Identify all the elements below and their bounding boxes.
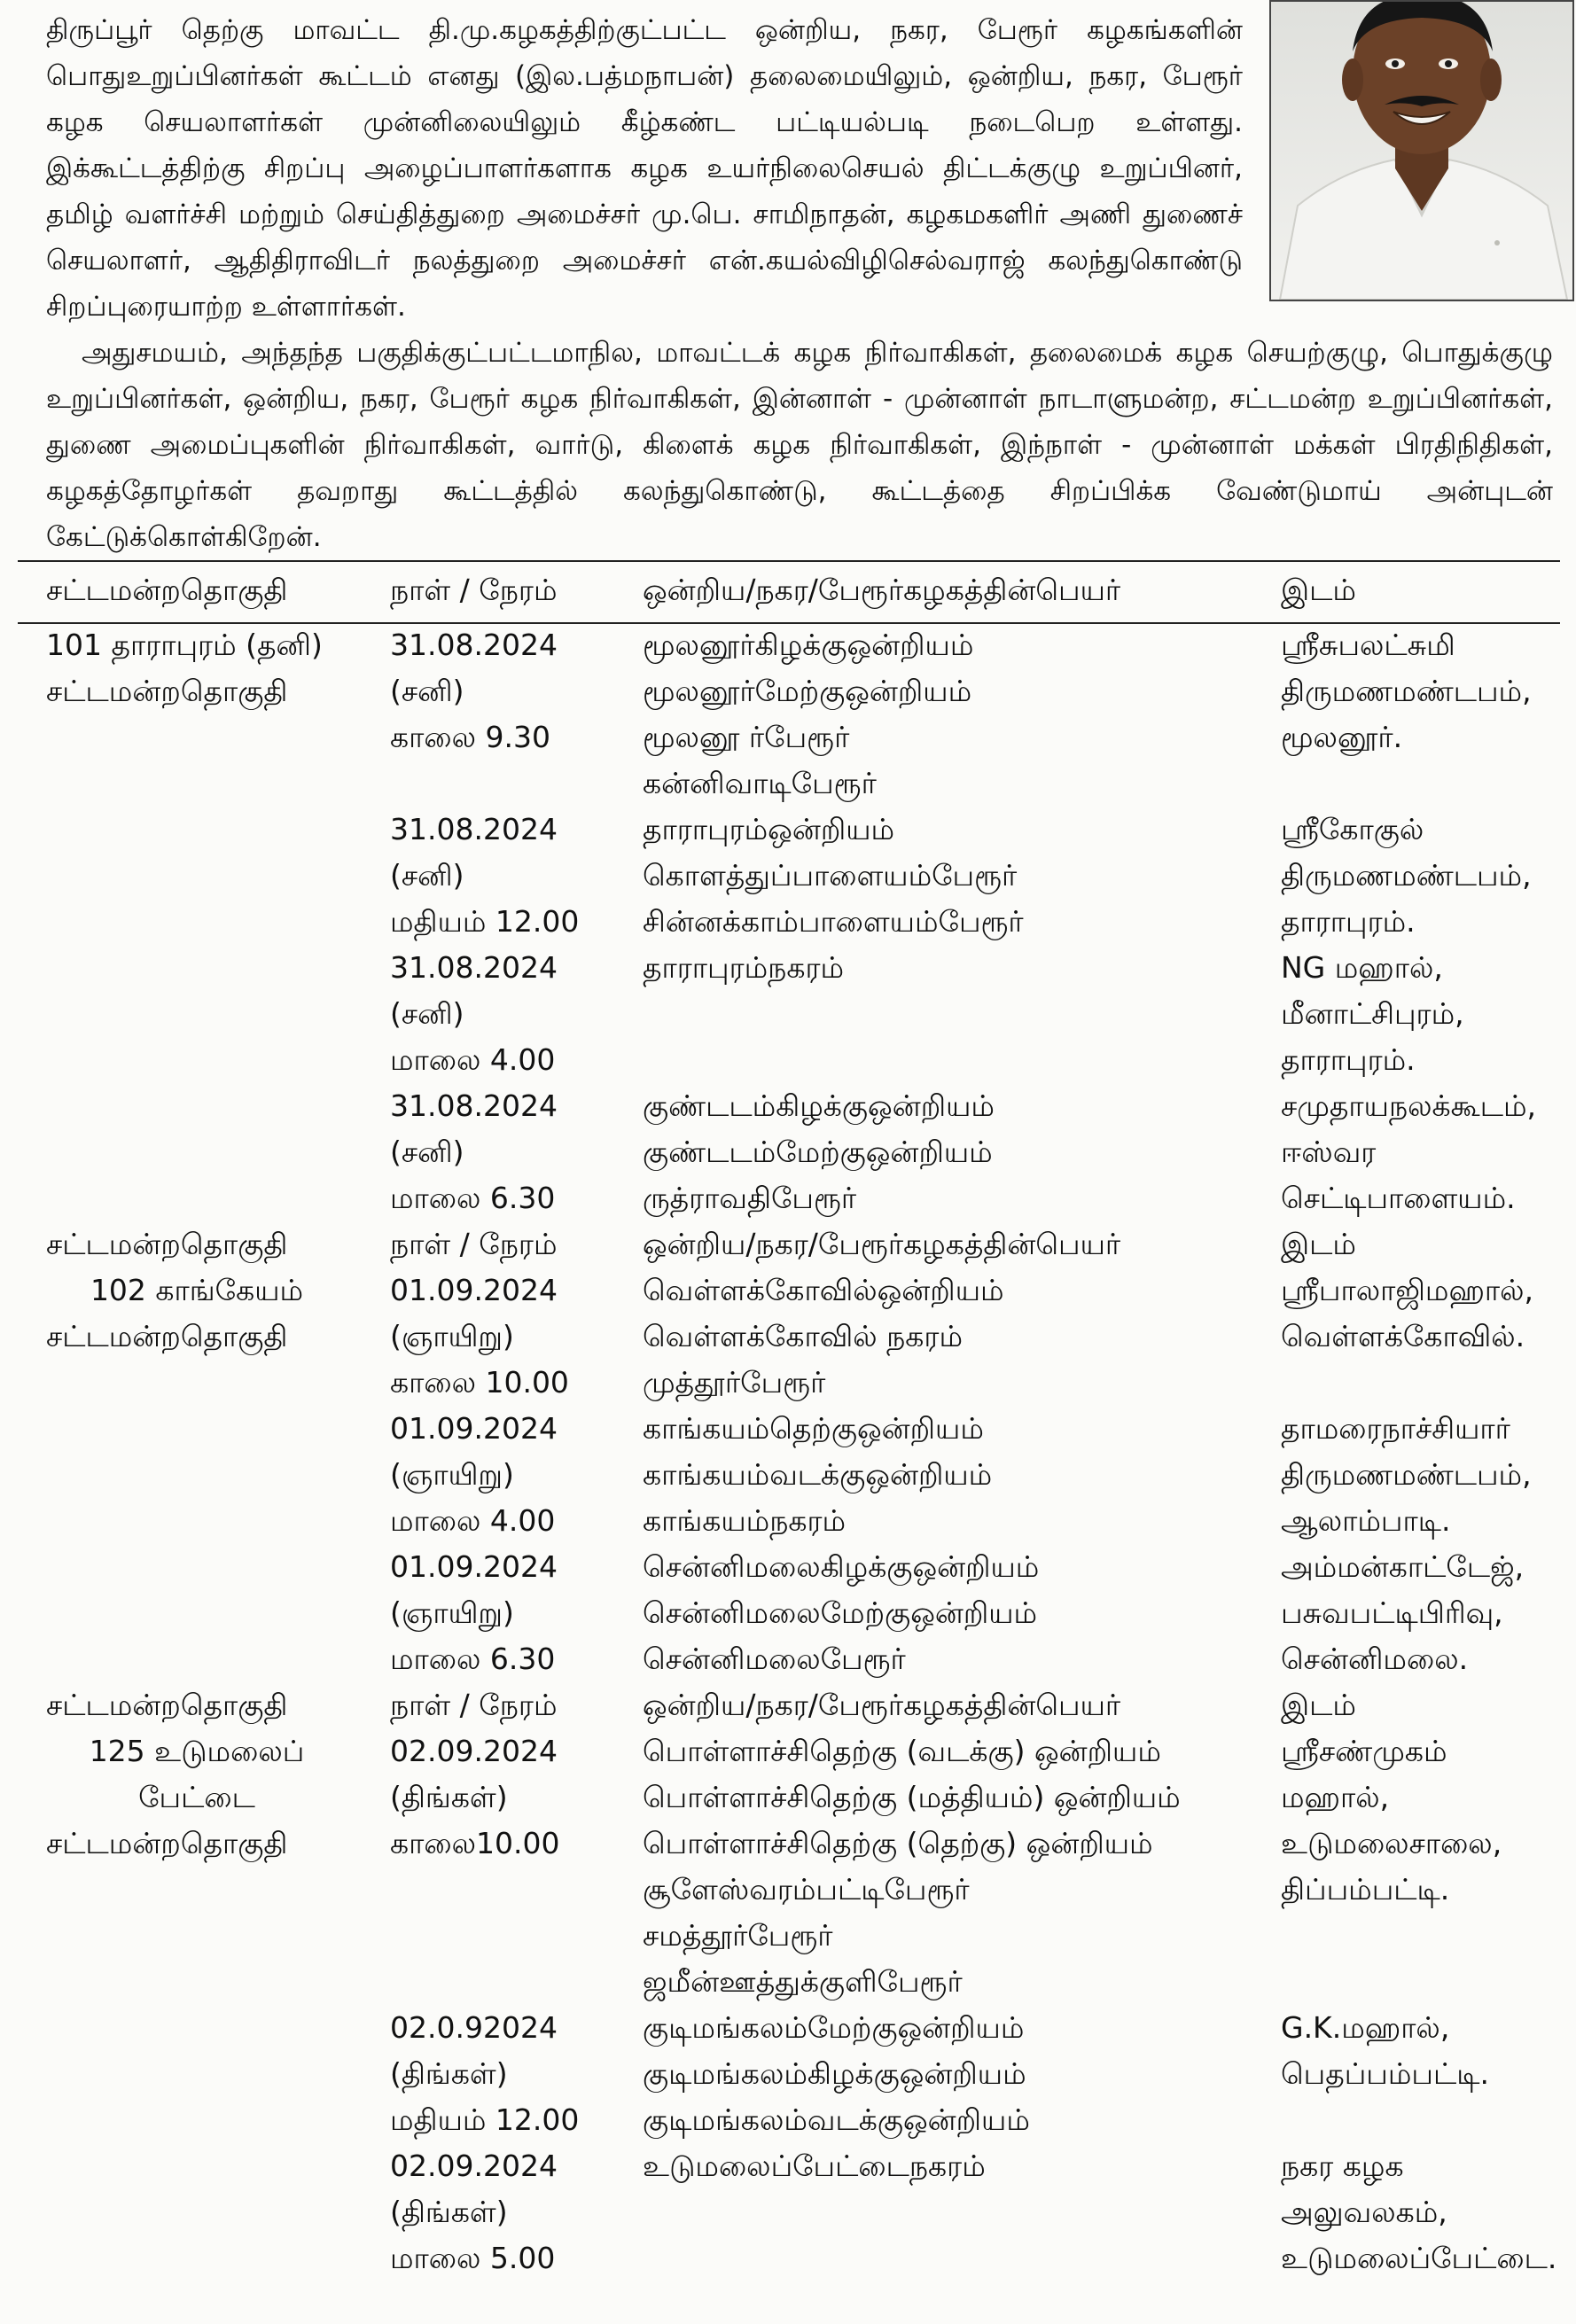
row-6-day: (ஞாயிறு) bbox=[390, 1457, 514, 1492]
invitation-paragraph bbox=[46, 330, 1553, 560]
constituency-125-name: 125 உடுமலைப் bbox=[89, 1734, 305, 1768]
row-3-date: 31.08.2024 bbox=[390, 950, 558, 985]
row-4-venue: சமுதாயநலக்கூடம், bbox=[1281, 1088, 1537, 1123]
row-1-venue: திருமணமண்டபம், bbox=[1281, 674, 1532, 708]
row-10-unit: உடுமலைப்பேட்டைநகரம் bbox=[643, 2149, 986, 2183]
row-2-venue: தாராபுரம். bbox=[1281, 904, 1416, 939]
row-9-time: மதியம் 12.00 bbox=[390, 2102, 580, 2137]
row-1-time: காலை 9.30 bbox=[390, 720, 550, 754]
table-top-rule bbox=[18, 560, 1560, 562]
row-4-day: (சனி) bbox=[390, 1135, 464, 1169]
row-4-unit: ருத்ராவதிபேரூர் bbox=[643, 1181, 857, 1215]
row-5-venue: ஸ்ரீபாலாஜிமஹால், bbox=[1281, 1273, 1534, 1307]
row-10-day: (திங்கள்) bbox=[390, 2195, 508, 2229]
row-5-unit: முத்தூர்பேரூர் bbox=[643, 1365, 826, 1400]
leader-portrait bbox=[1269, 0, 1574, 301]
row-9-unit: குடிமங்கலம்வடக்குஒன்றியம் bbox=[643, 2102, 1030, 2137]
row-8-unit: பொள்ளாச்சிதெற்கு (தெற்கு) ஒன்றியம் bbox=[643, 1826, 1153, 1860]
portrait-illustration bbox=[1271, 2, 1572, 300]
row-10-venue: அலுவலகம், bbox=[1281, 2195, 1447, 2229]
row-7-time: மாலை 6.30 bbox=[390, 1642, 556, 1676]
row-9-unit: குடிமங்கலம்மேற்குஒன்றியம் bbox=[643, 2010, 1025, 2045]
row-8-unit: ஜமீன்ஊத்துக்குளிபேரூர் bbox=[643, 1964, 963, 1999]
row-2-unit: கொளத்துப்பாளையம்பேரூர் bbox=[643, 858, 1018, 893]
row-5-unit: வெள்ளக்கோவில்ஒன்றியம் bbox=[643, 1273, 1004, 1307]
invitation-text: அதுசமயம், அந்தந்த பகுதிக்குட்பட்டமாநில, மாவட்டக் கழக நிர்வாகிகள், தலைமைக் கழக செயற்குழு, பொதுக்குழு உறுப்பினர்கள், ஒன்றிய, நகர, பேரூர் கழக நிர்வாகிகள், இன்னாள் - முன்னாள் நாடாளுமன்ற, சட்டமன்ற உறுப்பினர்கள், துணை அமைப்புகளின் நிர்வாகிகள், வார்டு, கிளைக் கழக நிர்வாகிகள், இந்நாள் - முன்னாள் மக்கள் பிரதிநிதிகள், கழகத்தோழர்கள் தவறாது கூட்டத்தில் கலந்துகொண்டு, கூட்டத்தை சிறப்பிக்க வேண்டுமாய் அன்புடன் கேட்டுக்கொள்கிறேன். bbox=[46, 337, 1553, 553]
row-1-venue: ஸ்ரீசுபலட்சுமி bbox=[1281, 628, 1455, 662]
row-1-venue: மூலனூர். bbox=[1281, 720, 1403, 754]
subheader-venue: இடம் bbox=[1281, 1227, 1356, 1261]
row-7-unit: சென்னிமலைகிழக்குஒன்றியம் bbox=[643, 1549, 1040, 1584]
constituency-102-label: சட்டமன்றதொகுதி bbox=[46, 1319, 288, 1353]
row-8-venue: திப்பம்பட்டி. bbox=[1281, 1872, 1450, 1907]
row-9-date: 02.0.92024 bbox=[390, 2010, 558, 2045]
header-constituency: சட்டமன்றதொகுதி bbox=[46, 573, 288, 607]
row-10-time: மாலை 5.00 bbox=[390, 2241, 556, 2275]
constituency-102-heading: சட்டமன்றதொகுதி bbox=[46, 1227, 288, 1261]
row-1-unit: மூலனூர்மேற்குஒன்றியம் bbox=[643, 674, 972, 708]
row-2-date: 31.08.2024 bbox=[390, 812, 558, 846]
row-6-time: மாலை 4.00 bbox=[390, 1503, 556, 1538]
constituency-125-heading: சட்டமன்றதொகுதி bbox=[46, 1688, 288, 1722]
row-6-venue: திருமணமண்டபம், bbox=[1281, 1457, 1532, 1492]
row-3-unit: தாராபுரம்நகரம் bbox=[643, 950, 845, 985]
row-8-day: (திங்கள்) bbox=[390, 1780, 508, 1814]
row-7-date: 01.09.2024 bbox=[390, 1549, 558, 1584]
row-4-venue: செட்டிபாளையம். bbox=[1281, 1181, 1516, 1215]
row-10-venue: உடுமலைப்பேட்டை. bbox=[1281, 2241, 1557, 2275]
row-4-date: 31.08.2024 bbox=[390, 1088, 558, 1123]
row-3-venue: NG மஹால், bbox=[1281, 950, 1443, 985]
row-10-venue: நகர கழக bbox=[1281, 2149, 1404, 2183]
constituency-125-name-cont: பேட்டை bbox=[138, 1780, 255, 1814]
row-3-venue: தாராபுரம். bbox=[1281, 1042, 1416, 1077]
row-2-unit: தாராபுரம்ஒன்றியம் bbox=[643, 812, 895, 846]
row-9-unit: குடிமங்கலம்கிழக்குஒன்றியம் bbox=[643, 2056, 1026, 2091]
row-8-venue: மஹால், bbox=[1281, 1780, 1390, 1814]
row-4-venue: ஈஸ்வர bbox=[1281, 1135, 1377, 1169]
row-1-unit: கன்னிவாடிபேரூர் bbox=[643, 766, 877, 800]
row-8-date: 02.09.2024 bbox=[390, 1734, 558, 1768]
row-5-venue: வெள்ளக்கோவில். bbox=[1281, 1319, 1525, 1353]
row-1-day: (சனி) bbox=[390, 674, 464, 708]
row-7-unit: சென்னிமலைமேற்குஒன்றியம் bbox=[643, 1595, 1038, 1630]
row-3-venue: மீனாட்சிபுரம், bbox=[1281, 996, 1464, 1031]
row-8-unit: பொள்ளாச்சிதெற்கு (வடக்கு) ஒன்றியம் bbox=[643, 1734, 1161, 1768]
subheader-union-name: ஒன்றிய/நகர/பேரூர்கழகத்தின்பெயர் bbox=[643, 1227, 1121, 1261]
row-8-unit: சூளேஸ்வரம்பட்டிபேரூர் bbox=[643, 1872, 970, 1907]
row-8-unit: சமத்தூர்பேரூர் bbox=[643, 1918, 833, 1953]
row-8-unit: பொள்ளாச்சிதெற்கு (மத்தியம்) ஒன்றியம் bbox=[643, 1780, 1181, 1814]
row-1-date: 31.08.2024 bbox=[390, 628, 558, 662]
row-2-time: மதியம் 12.00 bbox=[390, 904, 580, 939]
row-3-time: மாலை 4.00 bbox=[390, 1042, 556, 1077]
subheader-date-time: நாள் / நேரம் bbox=[390, 1227, 558, 1261]
row-7-venue: அம்மன்காட்டேஜ், bbox=[1281, 1549, 1525, 1584]
subheader-venue: இடம் bbox=[1281, 1688, 1356, 1722]
row-5-unit: வெள்ளக்கோவில் நகரம் bbox=[643, 1319, 964, 1353]
subheader-union-name: ஒன்றிய/நகர/பேரூர்கழகத்தின்பெயர் bbox=[643, 1688, 1121, 1722]
constituency-101-name: 101 தாராபுரம் (தனி) bbox=[46, 628, 323, 662]
constituency-101-label: சட்டமன்றதொகுதி bbox=[46, 674, 288, 708]
row-2-unit: சின்னக்காம்பாளையம்பேரூர் bbox=[643, 904, 1024, 939]
row-6-unit: காங்கயம்வடக்குஒன்றியம் bbox=[643, 1457, 993, 1492]
row-8-venue: உடுமலைசாலை, bbox=[1281, 1826, 1502, 1860]
row-6-venue: தாமரைநாச்சியார் bbox=[1281, 1411, 1510, 1446]
row-5-time: காலை 10.00 bbox=[390, 1365, 569, 1400]
constituency-102-name: 102 காங்கேயம் bbox=[90, 1273, 304, 1307]
row-10-date: 02.09.2024 bbox=[390, 2149, 558, 2183]
row-9-venue: G.K.மஹால், bbox=[1281, 2010, 1450, 2045]
row-5-date: 01.09.2024 bbox=[390, 1273, 558, 1307]
row-6-unit: காங்கயம்தெற்குஒன்றியம் bbox=[643, 1411, 984, 1446]
header-date-time: நாள் / நேரம் bbox=[390, 573, 558, 607]
row-9-day: (திங்கள்) bbox=[390, 2056, 508, 2091]
row-7-venue: சென்னிமலை. bbox=[1281, 1642, 1469, 1676]
row-7-day: (ஞாயிறு) bbox=[390, 1595, 514, 1630]
row-6-date: 01.09.2024 bbox=[390, 1411, 558, 1446]
row-9-venue: பெதப்பம்பட்டி. bbox=[1281, 2056, 1489, 2091]
row-2-day: (சனி) bbox=[390, 858, 464, 893]
row-4-time: மாலை 6.30 bbox=[390, 1181, 556, 1215]
row-6-unit: காங்கயம்நகரம் bbox=[643, 1503, 847, 1538]
row-5-day: (ஞாயிறு) bbox=[390, 1319, 514, 1353]
intro-paragraph: திருப்பூர் தெற்கு மாவட்ட தி.மு.கழகத்திற்குட்பட்ட ஒன்றிய, நகர, பேரூர் கழகங்களின் பொதுஉறுப்பினர்கள் கூட்டம் எனது (இல.பத்மநாபன்) தலைமையிலும், ஒன்றிய, நகர, பேரூர் கழக செயலாளர்கள் முன்னிலையிலும் கீழ்கண்ட பட்டியல்படி நடைபெற உள்ளது. இக்கூட்டத்திற்கு சிறப்பு அழைப்பாளர்களாக கழக உயர்நிலைசெயல் திட்டக்குழு உறுப்பினர், தமிழ் வளர்ச்சி மற்றும் செய்தித்துறை அமைச்சர் மு.பெ. சாமிநாதன், கழகமகளிர் அணி துணைச் செயலாளர், ஆதிதிராவிடர் நலத்துறை அமைச்சர் என்.கயல்விழிசெல்வராஜ் கலந்துகொண்டு சிறப்புரையாற்ற உள்ளார்கள். bbox=[46, 14, 1243, 323]
row-8-time: காலை10.00 bbox=[390, 1826, 560, 1860]
row-3-day: (சனி) bbox=[390, 996, 464, 1031]
row-7-venue: பசுவபட்டிபிரிவு, bbox=[1281, 1595, 1503, 1630]
row-1-unit: மூலனூ ர்பேரூர் bbox=[643, 720, 850, 754]
header-venue: இடம் bbox=[1281, 573, 1356, 607]
row-4-unit: குண்டடம்கிழக்குஒன்றியம் bbox=[643, 1088, 995, 1123]
row-2-venue: ஸ்ரீகோகுல் bbox=[1281, 812, 1424, 846]
header-union-name: ஒன்றிய/நகர/பேரூர்கழகத்தின்பெயர் bbox=[643, 573, 1121, 607]
row-8-venue: ஸ்ரீசண்முகம் bbox=[1281, 1734, 1447, 1768]
row-6-venue: ஆலாம்பாடி. bbox=[1281, 1503, 1451, 1538]
row-7-unit: சென்னிமலைபேரூர் bbox=[643, 1642, 906, 1676]
constituency-125-label: சட்டமன்றதொகுதி bbox=[46, 1826, 288, 1860]
row-2-venue: திருமணமண்டபம், bbox=[1281, 858, 1532, 893]
subheader-date-time: நாள் / நேரம் bbox=[390, 1688, 558, 1722]
row-4-unit: குண்டடம்மேற்குஒன்றியம் bbox=[643, 1135, 993, 1169]
row-1-unit: மூலனூர்கிழக்குஒன்றியம் bbox=[643, 628, 974, 662]
